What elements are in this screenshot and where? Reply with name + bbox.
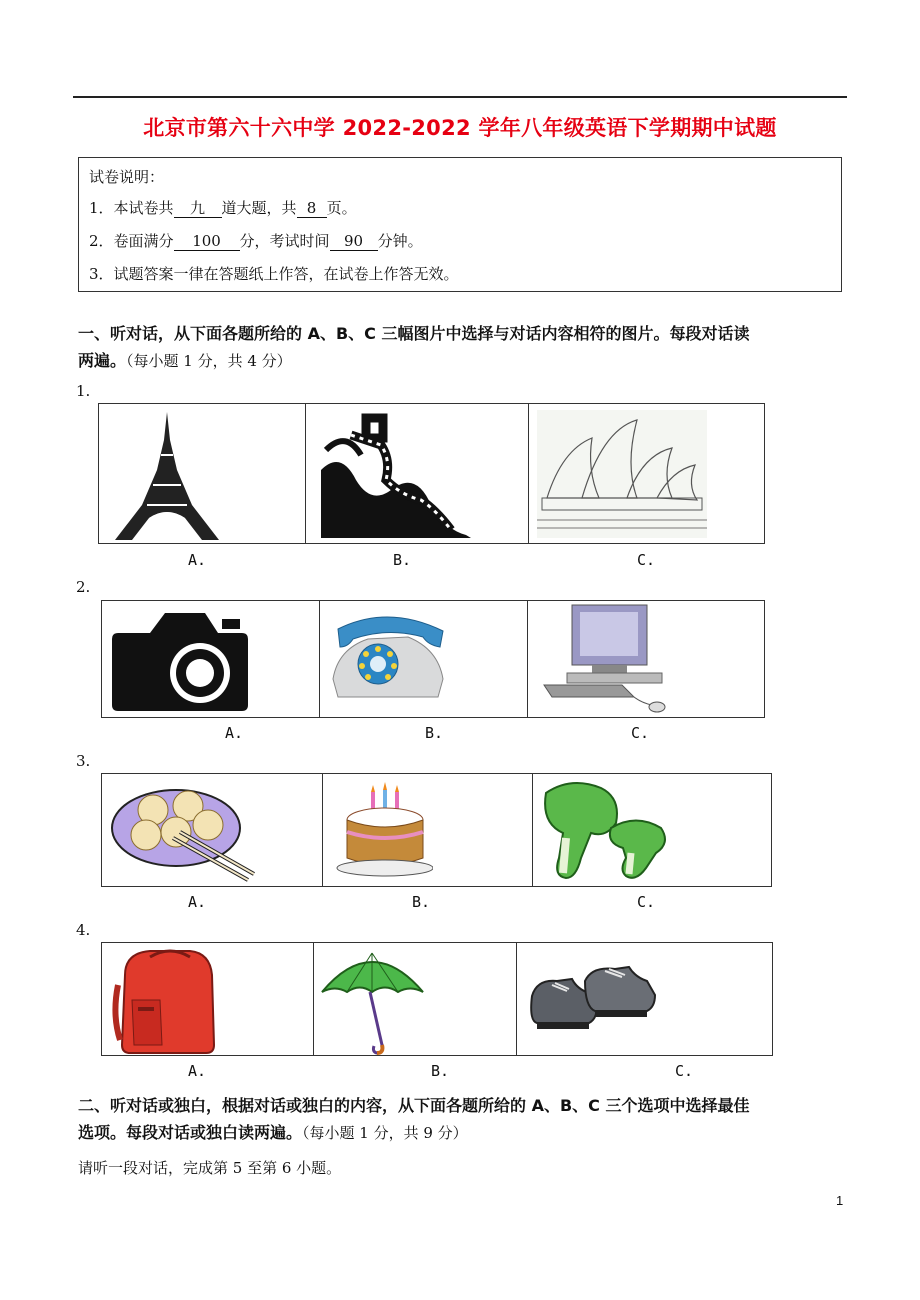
exam-title: 北京市第六十六中学 2022-2022 学年八年级英语下学期期中试题 [143, 116, 777, 140]
question-2-pictures [101, 600, 765, 718]
telephone-picture[interactable] [320, 601, 527, 717]
option-label: C. [637, 551, 656, 569]
eiffel-tower-icon [107, 410, 227, 540]
great-wall-picture[interactable] [306, 404, 528, 543]
telephone-icon [328, 609, 448, 709]
vegetables-icon [541, 778, 671, 884]
umbrella-picture[interactable] [314, 943, 516, 1055]
dumplings-icon [108, 780, 258, 884]
question-number: 2. [76, 578, 91, 596]
question-number: 1. [76, 382, 91, 400]
instruction-line-1: 1．本试卷共 九 道大题，共 8 页。 [89, 199, 357, 217]
opera-house-picture[interactable] [529, 404, 764, 543]
full-score: 100 [174, 232, 240, 251]
page-number: 1 [836, 1193, 844, 1208]
camera-icon [110, 605, 250, 713]
backpack-icon [110, 945, 220, 1055]
computer-picture[interactable] [528, 601, 764, 717]
question-number: 4. [76, 921, 91, 939]
question-1-pictures [98, 403, 765, 544]
question-number: 3. [76, 752, 91, 770]
section2-heading: 二、听对话或独白，根据对话或独白的内容，从下面各题所给的 A、B、C 三个选项中选择最佳 选项。每段对话或独白读两遍。（每小题 1 分，共 9 分） [78, 1096, 750, 1142]
option-label: A. [225, 724, 244, 742]
shoes-picture[interactable] [517, 943, 772, 1055]
option-label: B. [425, 724, 444, 742]
sections-count: 九 [174, 199, 222, 218]
exam-duration: 90 [330, 232, 378, 251]
option-label: B. [393, 551, 412, 569]
option-label: A. [188, 551, 207, 569]
instructions-box [78, 157, 842, 292]
computer-icon [542, 603, 672, 715]
option-label: B. [431, 1062, 450, 1080]
question-3-pictures [101, 773, 772, 887]
instruction-line-3: 3．试题答案一律在答题纸上作答，在试卷上作答无效。 [89, 265, 459, 283]
birthday-cake-picture[interactable] [323, 774, 532, 886]
dumplings-picture[interactable] [102, 774, 323, 886]
backpack-picture[interactable] [102, 943, 314, 1055]
section2-instruction: 请听一段对话，完成第 5 至第 6 小题。 [78, 1159, 342, 1177]
sydney-opera-house-icon [537, 410, 707, 538]
option-label: C. [637, 893, 656, 911]
shoes-icon [527, 961, 657, 1041]
great-wall-icon [321, 410, 471, 538]
umbrella-icon [320, 947, 425, 1055]
option-label: A. [188, 893, 207, 911]
question-4-pictures [101, 942, 773, 1056]
pages-count: 8 [297, 199, 327, 218]
birthday-cake-icon [333, 780, 433, 880]
option-label: A. [188, 1062, 207, 1080]
header-rule [73, 96, 847, 98]
option-label: C. [675, 1062, 694, 1080]
option-label: B. [412, 893, 431, 911]
option-label: C. [631, 724, 650, 742]
instruction-line-2: 2．卷面满分 100 分，考试时间 90 分钟。 [89, 232, 423, 250]
vegetables-picture[interactable] [533, 774, 771, 886]
camera-picture[interactable] [102, 601, 320, 717]
eiffel-tower-picture[interactable] [99, 404, 306, 543]
instructions-heading: 试卷说明： [89, 168, 165, 186]
section1-heading: 一、听对话，从下面各题所给的 A、B、C 三幅图片中选择与对话内容相符的图片。每段对话读 两遍。（每小题 1 分，共 4 分） [78, 324, 750, 370]
